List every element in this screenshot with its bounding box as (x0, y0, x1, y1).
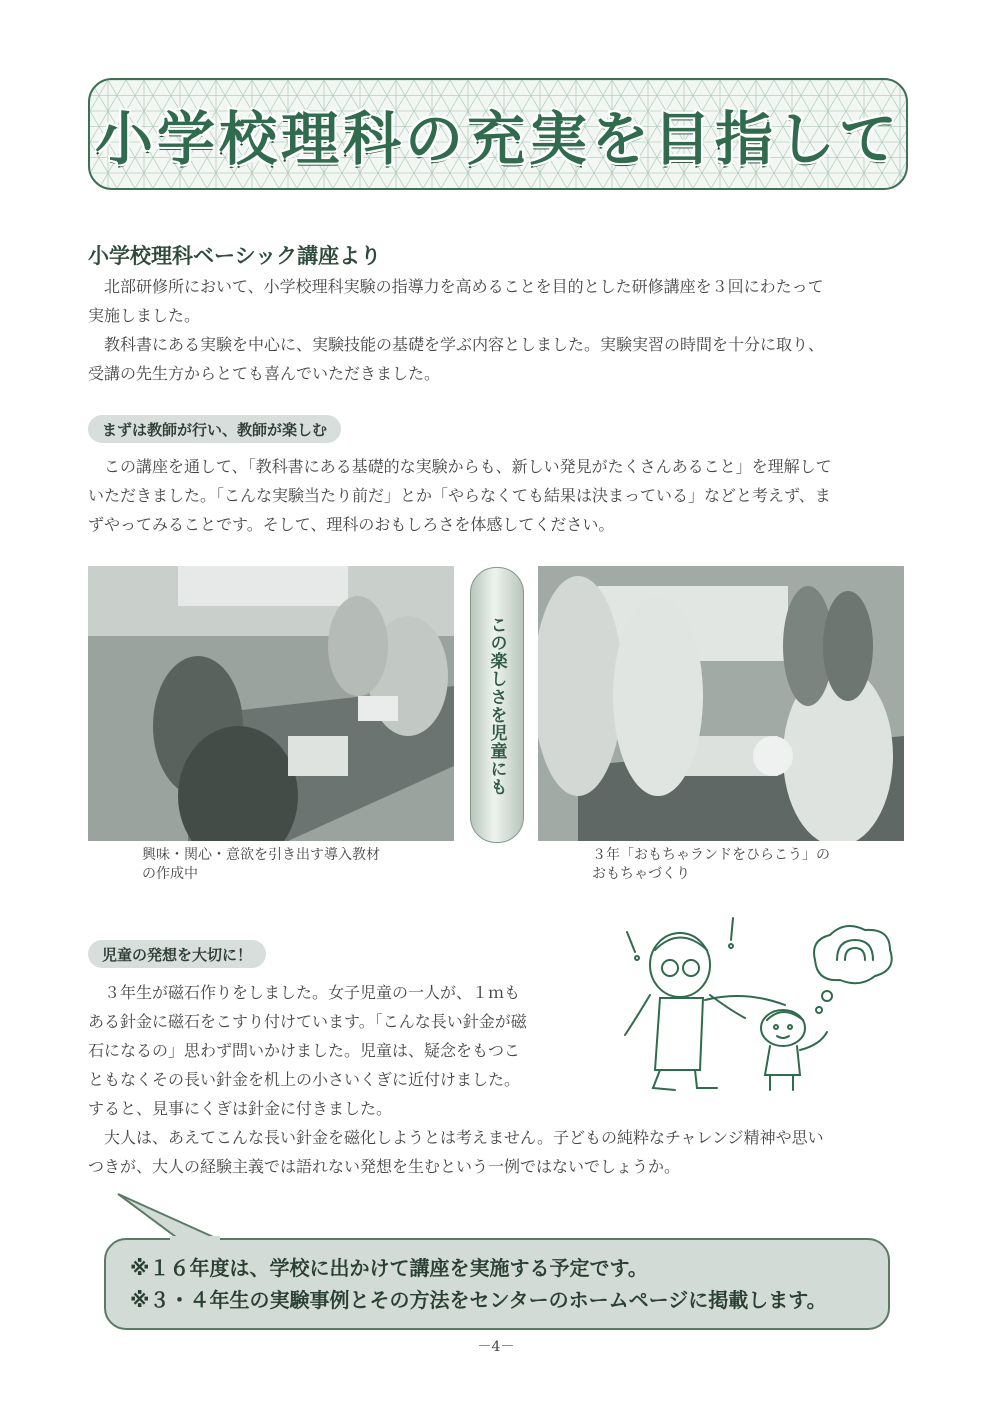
caption-line: おもちゃづくり (592, 866, 690, 882)
photo-caption-left (142, 846, 380, 884)
text-line: 大人は、あえてこんな長い針金を磁化しようとは考えません。子どもの純粋なチャレンジ精神や思い (88, 1128, 824, 1147)
text-line: 北部研修所において、小学校理科実験の指導力を高めることを目的とした研修講座を３回にわたって (88, 277, 824, 296)
workshop-photo-left (88, 566, 454, 841)
text-line: ずやってみることです。そして、理科のおもしろさを体感してください。 (88, 515, 615, 534)
caption-line: ３年「おもちゃランドをひらこう」の (592, 847, 830, 863)
center-label: この楽しさを児童にも (486, 616, 507, 796)
photo-caption-right (592, 846, 830, 884)
caption-line: の作成中 (142, 866, 198, 882)
page-title: 小学校理科の充実を目指して (94, 105, 901, 173)
magnet-paragraph (88, 978, 588, 1123)
text-line: すると、見事にくぎは針金に付きました。 (88, 1099, 393, 1118)
intro-paragraph (88, 272, 908, 388)
text-line: 教科書にある実験を中心に、実験技能の基礎を学ぶ内容としました。実験実習の時間を十分に取り、 (88, 335, 825, 354)
adult-paragraph (88, 1123, 908, 1181)
title-banner (88, 78, 908, 190)
announcement-line-1: ※１６年度は、学校に出かけて講座を実施する予定です。 (130, 1256, 648, 1280)
text-line: いただきました。「こんな実験当たり前だ」とか「やらなくても結果は決まっている」などと考えず、ま (88, 486, 831, 505)
text-line: ３年生が磁石作りをしました。女子児童の一人が、１ｍも (88, 983, 521, 1002)
teacher-paragraph (88, 452, 908, 539)
page-number: －4－ (477, 1339, 515, 1355)
center-label-bar (470, 567, 524, 843)
balloon-tail-join (170, 1236, 220, 1242)
text-line: ある針金に磁石をこすり付けています。｢こんな長い針金が磁 (88, 1012, 527, 1031)
section-heading: 小学校理科ベーシック講座より (88, 244, 382, 268)
text-line: 受講の先生方からとても喜んでいただきました。 (88, 364, 441, 383)
text-line: 実施しました。 (88, 306, 201, 325)
text-line: 石になるの」思わず問いかけました。児童は、疑念をもつこ (88, 1041, 521, 1060)
caption-line: 興味・関心・意欲を引き出す導入教材 (142, 847, 380, 863)
subheading-pill: 児童の発想を大切に！ (88, 940, 266, 968)
text-line: ともなくその長い針金を机上の小さいくぎに近付けました。 (88, 1070, 521, 1089)
classroom-photo-illustration (538, 566, 904, 841)
text-line: つきが、大人の経験主義では語れない発想を生むという一例ではないでしょうか。 (88, 1157, 681, 1176)
text-line: この講座を通して、「教科書にある基礎的な実験からも、新しい発見がたくさんあること」を理解して (88, 457, 832, 476)
announcement-line-2: ※３・４年生の実験事例とその方法をセンターのホームページに掲載します。 (130, 1288, 827, 1312)
adult-child-illustration (605, 910, 905, 1100)
classroom-photo-illustration (88, 566, 454, 841)
workshop-photo-right (538, 566, 904, 841)
subheading-pill: まずは教師が行い、教師が楽しむ (88, 415, 341, 443)
